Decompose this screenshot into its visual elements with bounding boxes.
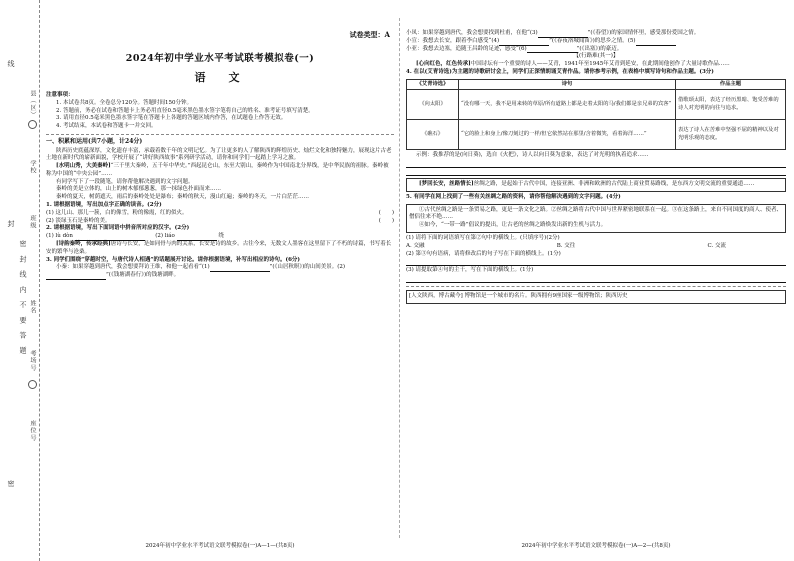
option-a[interactable]: A. 交融 xyxy=(406,242,425,249)
question-1a: (1) 这儿山、那儿一簇，白的像雪，粉的像霞，红的似火。 xyxy=(46,209,188,216)
gutter-label-room: 考场号 xyxy=(29,350,36,372)
gutter-warning: 密 封 线 内 不 要 答 题 xyxy=(19,240,27,357)
table-row xyxy=(407,90,786,120)
poem-line-cell: “没有哪一天，我不是用来转的草原/所有道路上都是走着太阳的马/我们都是亲兄弟的宾客” xyxy=(459,90,676,120)
table-header: 诗句 xyxy=(459,79,676,90)
poem-source: 【(行路难(其一)】 xyxy=(573,53,619,60)
poem-title-cell: 《向太阳》 xyxy=(407,90,459,120)
question-5-3: (3) 请提取第④句的主干，写在下面的横线上。(1分) xyxy=(406,267,534,274)
passage-paragraph: “三千里大秦岭，五千年中华史。”西起昆仑山，东至大别山，秦岭作为中国南北分界线，是中华民族的祖脉。秦岭被称为中国的“中央公园”…… xyxy=(46,163,389,177)
passage-box xyxy=(406,204,786,233)
intro-paragraph: 陕西历史底蕴深厚，文化遗存丰富，承载着数千年的文明记忆。为了让更多的人了解陕西的辉煌历史、灿烂文化和独特魅力，展现这片古老土地在新时代的崭新面貌，学校开展了“讲好陕西故事”系列研学活动，请你和同学们一起踏上学习之旅。 xyxy=(46,147,392,162)
divider-line xyxy=(46,134,394,135)
option-c[interactable]: C. 交流 xyxy=(707,242,726,249)
table-row xyxy=(407,120,786,150)
question-5-1: (1) 请将下面的词语填写在第②句中的横线上。(只填序号)(2分) xyxy=(406,235,560,242)
poem-theme-cell: 表达了诗人在苦难中坚强不屈的精神以及对光明乐观的态度。 xyxy=(676,120,786,150)
question-3-text2: ”(《山居秋暝》)的山间美景。(2) xyxy=(269,264,346,271)
passage-label: [诗韵秦岭，传承经典] xyxy=(56,241,111,248)
page-right xyxy=(404,0,788,561)
passage-label: [水明山秀，大美秦岭] xyxy=(56,163,111,170)
question-1b: (2) 淡绿玉石是秦岭的美。 xyxy=(46,217,111,224)
notice-item: 2. 答题前，务必在试卷和答题卡上务必用直径0.5毫米黑色墨水签字笔将自己的姓名、准考证号填写清楚。 xyxy=(56,107,314,114)
gutter-label-seat: 座位号 xyxy=(29,420,36,442)
question-3: 3. 同学们围绕“穿越时空，与唐代诗人相遇”的话题展开讨论。请你根据语境，补写出相应的诗句。(6分) xyxy=(46,256,301,263)
notice-heading: 注意事项： xyxy=(46,92,74,98)
answer-blank[interactable]: ( ) xyxy=(378,209,394,216)
section-heading: 一、积累和运用(共7小题，计24分) xyxy=(46,137,143,145)
exam-title: 2024年初中学业水平考试联考模拟卷(一) xyxy=(125,53,315,64)
passage-paragraph: ④如今，“一带一路”倡议的提出，让古老的丝绸之路焕发出新的生机与活力。 xyxy=(419,222,607,229)
question-3-text: 小秦：如果穿越到唐代，我会想要拜访王维，和他一起看看“ xyxy=(56,264,202,271)
page-footer-left: 2024年初中学业水平考试语文联考模拟卷(一)A—1—(共8页) xyxy=(145,543,295,550)
notice-item: 4. 考试结束，本试卷和答题卡一并交回。 xyxy=(56,123,157,130)
gutter-label-school: 学校 xyxy=(29,160,36,175)
answer-line[interactable] xyxy=(406,169,786,176)
binding-hole xyxy=(28,380,37,389)
answer-blank[interactable] xyxy=(210,266,270,272)
option-list xyxy=(406,243,786,251)
answer-blank[interactable] xyxy=(46,274,106,280)
passage-paragraph: 中国诗坛有一个重要的诗人——艾青，1941年至1945年艾青到延安，在此期间他创作了大量诗歌作品…… xyxy=(470,61,730,68)
poem-title-cell: 《礁石》 xyxy=(407,120,459,150)
poem-theme-cell: 借歌颂太阳，表达了经历黑暗、饱受苦难的诗人对光明的向往与追求。 xyxy=(676,90,786,120)
passage-paragraph: 丝绸之路，是起始于古代中国，连接亚洲、非洲和欧洲的古代陆上商业贸易路线，是东西方文明交流的重要通道…… xyxy=(473,181,755,188)
dialogue-line: ”(《出塞》)的豪迈。 xyxy=(576,45,623,52)
page-left xyxy=(44,0,396,561)
answer-line[interactable] xyxy=(406,161,786,168)
passage-paragraph: [人文陕西，博古藏今] 博物馆是一个城市的名片。陕西拥有9座国家一级博物馆；陕西历史 xyxy=(409,293,628,300)
passage-paragraph: ①古代丝绸之路是一条贸易之路，更是一条文化之路。②丝绸之路将古代中国与世界紧密地联系在一起。③在这条路上，来自不同国度的商人、使者、僧侣往来不绝…… xyxy=(409,206,783,221)
binding-hole xyxy=(28,120,37,129)
divider-line xyxy=(406,286,786,287)
subject-title: 语 文 xyxy=(194,71,246,84)
passage-label: [梦回长安，丝路情长] xyxy=(419,181,474,188)
answer-line[interactable] xyxy=(406,259,786,266)
gutter-mark-top: 线 xyxy=(7,60,15,68)
question-4: 4. 在以(艾青诗选)为主题的诗歌研讨会上，同学们正深情朗诵艾青作品。请你参考示例，在表格中填写诗句和作品主题。(3分) xyxy=(406,68,714,75)
table-header: 《艾青诗选》 xyxy=(407,79,459,90)
question-1: 1. 请根据语境，写出加点字正确的读音。(2分) xyxy=(46,202,162,209)
example-text: 示例：我推荐的是(向日葵)，选自《火把》，诗人以向日葵为意象，表达了对光明的执着追求…… xyxy=(416,152,649,159)
poem-table xyxy=(406,79,786,151)
passage-box xyxy=(406,290,786,304)
question-2a: (1) lù dòn xyxy=(46,233,73,240)
left-body xyxy=(46,92,394,280)
option-b[interactable]: B. 交往 xyxy=(556,242,576,249)
notice-item: 3. 请用直径0.5毫米黑色墨水签字笔在答题卡上各题的答题区域内作答，在试题卷上作答无效。 xyxy=(56,115,287,122)
binding-gutter xyxy=(0,0,40,561)
question-3-text3: ”(《钱塘湖春行》)的钱塘湖畔。 xyxy=(106,272,180,279)
gutter-label-class: 班级 xyxy=(29,215,36,230)
gutter-label-county: 县（区） xyxy=(29,90,36,119)
notice-item: 1. 本试卷共8页。全卷总分120分。答题时间150分钟。 xyxy=(56,99,192,106)
question-5-2: (2) 第③句有语病，请将修改后的句子写在下面的横线上。(1分) xyxy=(406,250,561,257)
dialogue-line: ”(《春夜洛城闻笛》)的思乡之情。(5) xyxy=(549,37,636,44)
answer-blank[interactable] xyxy=(527,47,577,53)
poem-line-cell: “它的脸上和身上/像刀刻过的一样/但它依然站在那里/含着微笑，看着海洋……” xyxy=(459,120,676,150)
passage-box xyxy=(406,178,786,192)
question-2b-tail: 绕 xyxy=(218,233,224,240)
question-intro: 有同学写下了一段随笔，请你帮他解决遇到的文字问题。 xyxy=(56,178,194,185)
question-2b: (2) liáo xyxy=(155,233,175,240)
right-body xyxy=(406,30,786,306)
passage-paragraph: 秦岭的美是立体的，山上的树木郁郁葱葱，那一抹绿色扑面而来…… xyxy=(56,186,222,193)
exam-type: 试卷类型：A xyxy=(349,30,390,39)
answer-blank[interactable] xyxy=(636,40,676,46)
dialogue-line: 小宣：我想去长安，跟着李白感受“(4) xyxy=(406,37,500,44)
dialogue-line: 小亚：我想去边塞，追随王昌龄的足迹，感受“(6) xyxy=(406,45,527,52)
dialogue-line: 小凤：如果穿越到唐代，我会想要找到杜甫，在他“(3) xyxy=(406,30,538,36)
answer-line[interactable] xyxy=(406,276,786,283)
page-divider xyxy=(399,18,400,538)
question-3-fill: (1) xyxy=(201,264,210,271)
question-5: 5. 有同学在网上找到了一些有关丝绸之路的资料，请你帮他解决遇到的文字问题。(4分) xyxy=(406,193,621,200)
gutter-label-name: 姓名 xyxy=(29,300,36,315)
passage-paragraph: 唐诗与长安，是如同骨与肉的关系，长安是诗的故乡。古往今来，无数文人墨客在这里留下了不朽的诗篇，书写着长安的繁华与沧桑。 xyxy=(46,241,392,255)
passage-label: [心向红色，红色传承] xyxy=(416,61,471,68)
passage-paragraph: 秦岭的夏天，树荫遮天，雨后的秦岭处处是瀑布；秦岭的秋天，漫山红遍；秦岭的冬天，一片白茫茫…… xyxy=(56,194,310,201)
table-header-row xyxy=(407,79,786,90)
table-header: 作品主题 xyxy=(676,79,786,90)
question-2: 2. 请根据语境，写出下面词语中拼音所对应的汉字。(2分) xyxy=(46,225,190,232)
answer-blank[interactable]: ( ) xyxy=(378,217,394,224)
page-footer-right: 2024年初中学业水平考试语文联考模拟卷(一)A—2—(共8页) xyxy=(521,543,671,550)
dialogue-line: ”(《春望》)的家国情怀里，感受那份爱国之情。 xyxy=(587,30,700,36)
gutter-mark-bot: 密 xyxy=(7,480,15,488)
gutter-mark-mid: 封 xyxy=(7,220,15,228)
